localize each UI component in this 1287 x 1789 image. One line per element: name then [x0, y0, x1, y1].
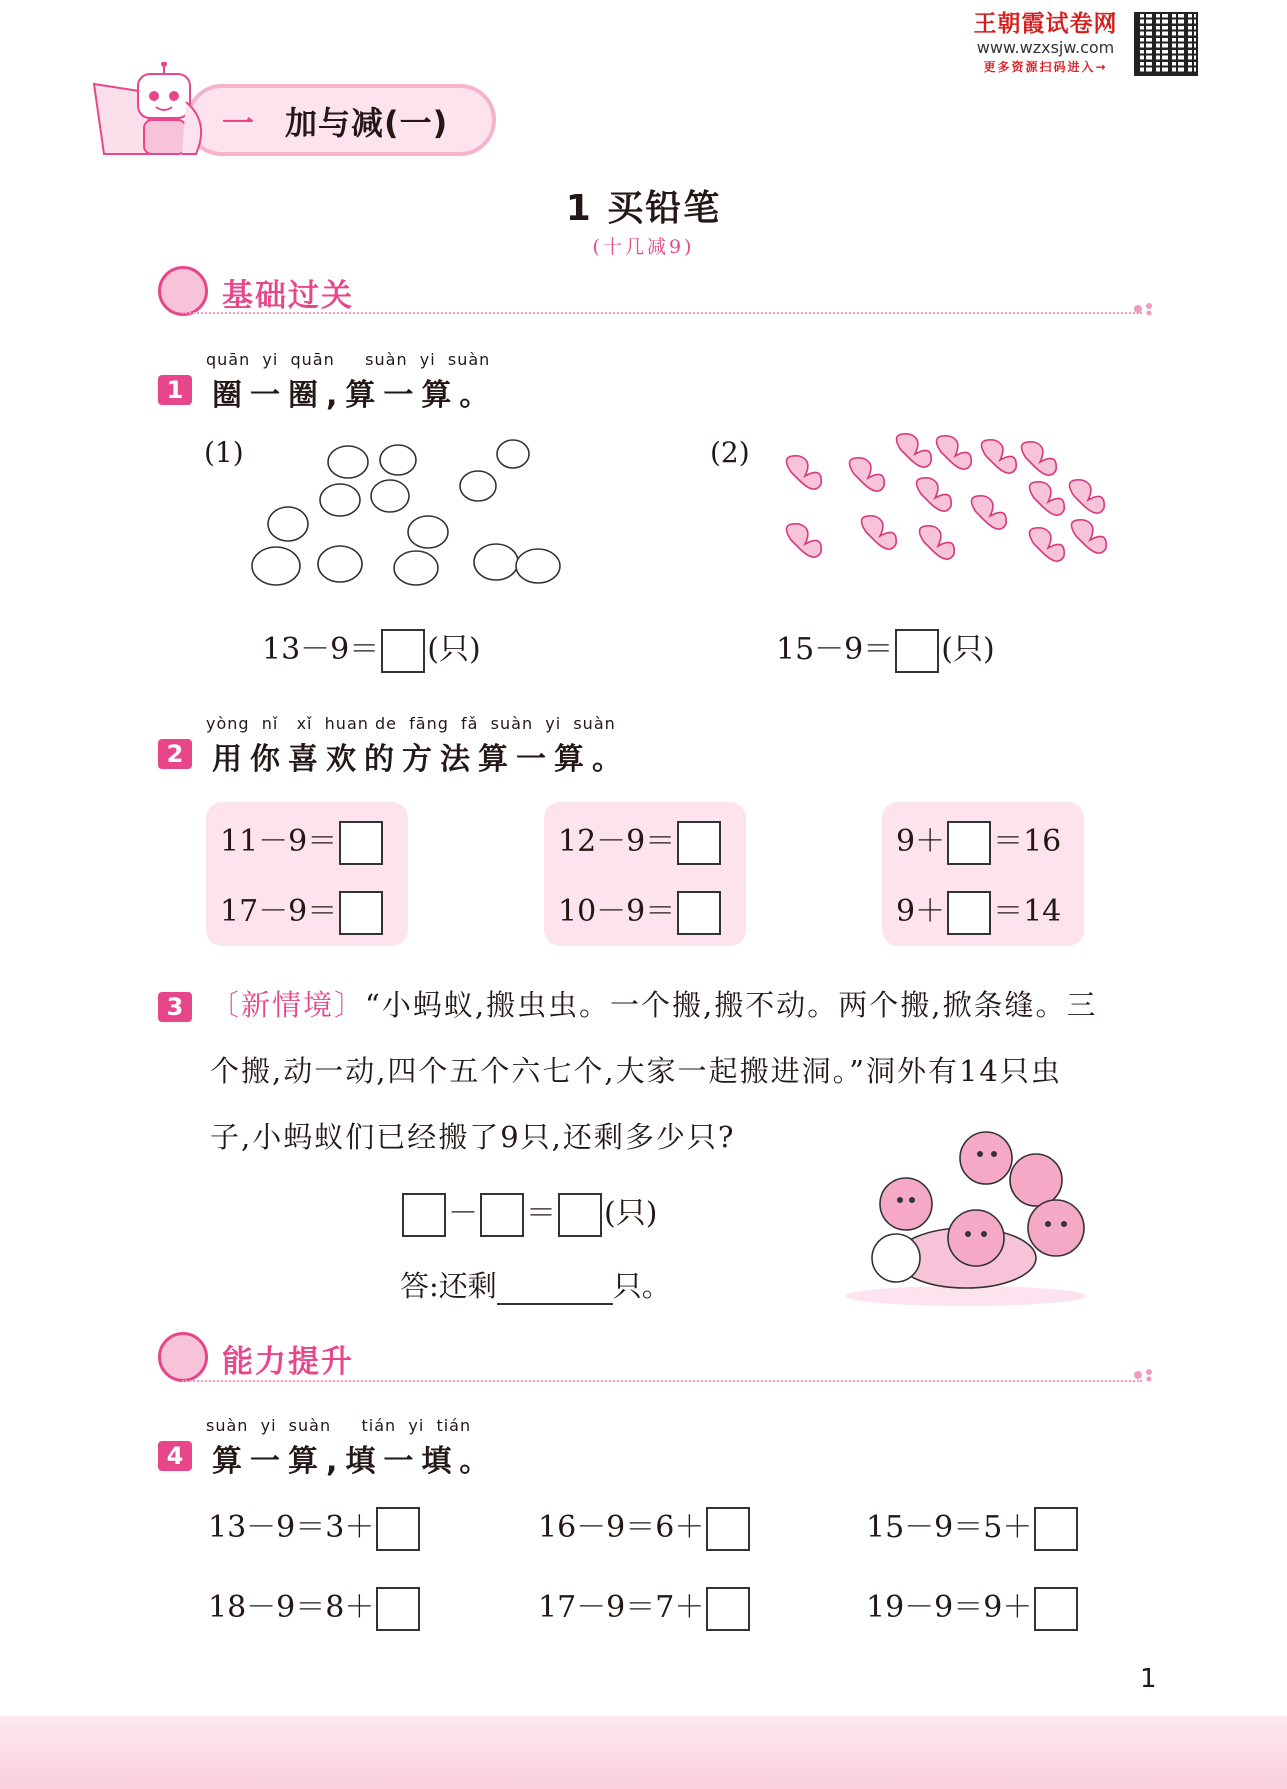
section-divider — [182, 1380, 1142, 1382]
lesson-subtitle: (十几减9) — [592, 236, 695, 258]
q2-expression: 12－9＝ — [558, 824, 676, 859]
q4-item — [208, 1582, 422, 1631]
q3-answer — [400, 1264, 671, 1305]
answer-box[interactable] — [376, 1587, 420, 1631]
q1-part1-unit: (只) — [427, 632, 481, 667]
q1-part2-unit: (只) — [941, 632, 995, 667]
answer-box[interactable] — [1034, 1587, 1078, 1631]
page-number: 1 — [1140, 1664, 1157, 1694]
chicks-illustration-icon — [248, 432, 578, 592]
q2-number: 2 — [158, 739, 192, 769]
q3-answer-suffix: 只。 — [612, 1269, 671, 1303]
brand-url[interactable]: www.wzxsjw.com — [976, 38, 1115, 57]
answer-box[interactable] — [402, 1193, 446, 1237]
q4-expression: 13－9＝3＋ — [208, 1510, 375, 1545]
minus-sign: － — [448, 1196, 478, 1231]
q2-pinyin: yòng nǐ xǐ huan de fāng fǎ suàn yi suàn — [206, 714, 616, 733]
q2-row — [220, 816, 385, 865]
q3-equation — [400, 1188, 657, 1237]
q2-expression-result: ＝16 — [993, 824, 1062, 859]
brand-slogan: 更多资源扫码进入→ — [983, 60, 1108, 74]
q2-expression: 10－9＝ — [558, 894, 676, 929]
q3-line-1 — [210, 972, 1210, 1038]
q2-panel-2 — [544, 802, 746, 946]
section-title-basic: 基础过关 — [222, 278, 354, 314]
q1-number: 1 — [158, 375, 192, 405]
boy-avatar-icon — [158, 1332, 208, 1382]
dots-decoration-icon — [1134, 1368, 1156, 1382]
answer-box[interactable] — [947, 821, 991, 865]
robot-mascot-icon — [86, 62, 226, 162]
q3-unit: (只) — [604, 1196, 658, 1231]
q1-text: 圈一圈,算一算。 — [212, 378, 498, 413]
q3-tag: 〔新情境〕 — [210, 988, 366, 1022]
q4-item — [208, 1502, 422, 1551]
q2-expression: 11－9＝ — [220, 824, 338, 859]
qr-code-icon[interactable] — [1134, 12, 1198, 76]
answer-box[interactable] — [339, 891, 383, 935]
q2-expression-result: ＝14 — [993, 894, 1062, 929]
answer-blank[interactable] — [497, 1273, 613, 1305]
q4-pinyin: suàn yi suàn tián yi tián — [206, 1416, 472, 1435]
answer-box[interactable] — [947, 891, 991, 935]
q1-part1-equation — [262, 624, 481, 673]
q2-expression: 9＋ — [896, 824, 946, 859]
ants-illustration-icon — [836, 1108, 1106, 1308]
q4-expression: 15－9＝5＋ — [866, 1510, 1033, 1545]
q2-panel-1 — [206, 802, 408, 946]
section-divider — [182, 312, 1142, 314]
q4-item — [866, 1582, 1080, 1631]
answer-box[interactable] — [677, 891, 721, 935]
answer-box[interactable] — [480, 1193, 524, 1237]
q4-expression: 16－9＝6＋ — [538, 1510, 705, 1545]
q3-line-1-text: “小蚂蚁,搬虫虫。一个搬,搬不动。两个搬,掀条缝。三 — [365, 988, 1098, 1022]
answer-box[interactable] — [339, 821, 383, 865]
answer-box[interactable] — [895, 629, 939, 673]
unit-number: 一 — [222, 104, 256, 142]
q4-expression: 17－9＝7＋ — [538, 1590, 705, 1625]
q1-part2-equation — [776, 624, 995, 673]
brand-block — [958, 10, 1133, 76]
q1-part1-label: (1) — [204, 436, 244, 469]
q3-answer-prefix: 答:还剩 — [400, 1269, 497, 1303]
unit-title — [222, 98, 448, 144]
lesson-title: 1 买铅笔 — [565, 188, 722, 229]
q2-row — [896, 886, 1061, 935]
q4-item — [538, 1502, 752, 1551]
footer-band — [0, 1716, 1287, 1789]
q3-line-2: 个搬,动一动,四个五个六七个,大家一起搬进洞。”洞外有14只虫 — [210, 1054, 1062, 1088]
q2-panel-3 — [882, 802, 1084, 946]
answer-box[interactable] — [558, 1193, 602, 1237]
answer-box[interactable] — [1034, 1507, 1078, 1551]
q3-number: 3 — [158, 992, 192, 1022]
q2-row — [558, 816, 723, 865]
q2-row — [220, 886, 385, 935]
q2-expression: 9＋ — [896, 894, 946, 929]
q4-expression: 19－9＝9＋ — [866, 1590, 1033, 1625]
q3-line-3: 子,小蚂蚁们已经搬了9只,还剩多少只? — [210, 1120, 736, 1154]
q1-part1-expression: 13－9＝ — [262, 632, 380, 667]
q1-part2-label: (2) — [710, 436, 750, 469]
q4-item — [866, 1502, 1080, 1551]
girl-avatar-icon — [158, 266, 208, 316]
q4-expression: 18－9＝8＋ — [208, 1590, 375, 1625]
section-title-advanced: 能力提升 — [222, 1344, 354, 1380]
answer-box[interactable] — [706, 1587, 750, 1631]
q2-expression: 17－9＝ — [220, 894, 338, 929]
butterflies-illustration-icon — [776, 432, 1116, 582]
q2-row — [558, 886, 723, 935]
answer-box[interactable] — [381, 629, 425, 673]
answer-box[interactable] — [677, 821, 721, 865]
brand-name: 王朝霞试卷网 — [973, 11, 1118, 37]
answer-box[interactable] — [706, 1507, 750, 1551]
q4-number: 4 — [158, 1441, 192, 1471]
answer-box[interactable] — [376, 1507, 420, 1551]
q4-item — [538, 1582, 752, 1631]
q1-part2-expression: 15－9＝ — [776, 632, 894, 667]
unit-title-text: 加与减(一) — [285, 104, 449, 142]
q1-pinyin: quān yi quān suàn yi suàn — [206, 350, 491, 369]
q2-row — [896, 816, 1061, 865]
q2-text: 用你喜欢的方法算一算。 — [212, 742, 630, 777]
equals-sign: ＝ — [526, 1196, 556, 1231]
dots-decoration-icon — [1134, 302, 1156, 316]
q4-text: 算一算,填一填。 — [212, 1444, 498, 1479]
